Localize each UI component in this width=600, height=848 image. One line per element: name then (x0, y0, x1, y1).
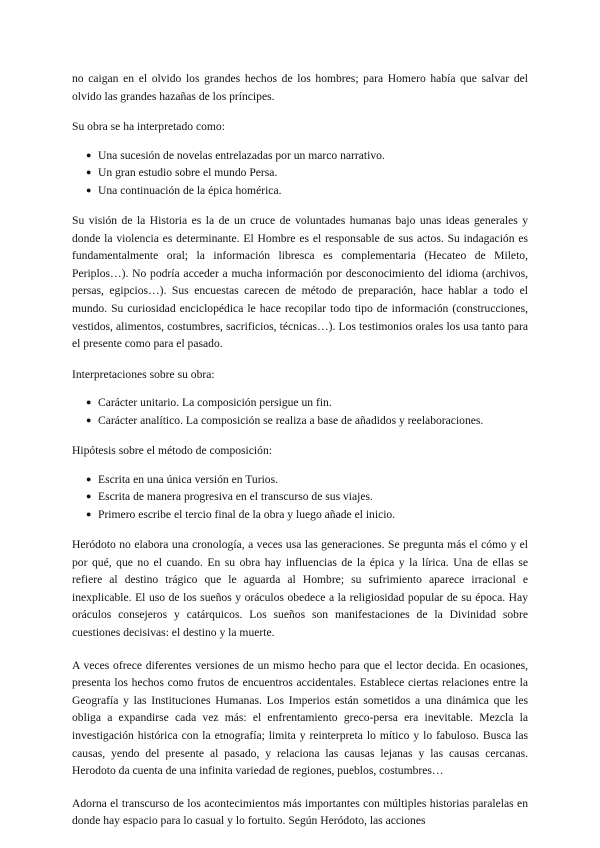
list-item: ● Primero escribe el tercio final de la obra y luego añade el inicio. (72, 506, 528, 523)
bullet-icon: ● (86, 491, 92, 502)
paragraph-hypothesis-heading: Hipótesis sobre el método de composición: (72, 444, 272, 458)
document-page (72, 70, 528, 843)
bullet-icon: ● (86, 149, 92, 160)
paragraph-interpretation-heading: Su obra se ha interpretado como: (72, 120, 225, 134)
bullet-icon: ● (86, 184, 92, 195)
paragraph-vision: Su visión de la Historia es la de un cruce de voluntades humanas bajo unas ideas generales y donde la violencia es determinante. El Hombre es el responsable de sus actos. Su indagación es fundamentalmente oral; la información libresca es complementaria (Hecateo de Mileto, Periplos…). No podría acceder a mucha información por desconocimiento del idioma (archivos, persas, egipcios…). Sus encuestas carecen de método de preparación, hace hablar a todo el mundo. Su curiosidad enciclopédica le hace recopilar todo tipo de información (construcciones, vestidos, alimentos, costumbres, sacrificios, técnicas…). Los testimonios orales los usa tanto para el presente como para el pasado. (72, 214, 528, 351)
list-item: ● Una continuación de la épica homérica. (72, 182, 528, 199)
list-item: ● Una sucesión de novelas entrelazadas por un marco narrativo. (72, 147, 528, 164)
list-item: ● Escrita en una única versión en Turios. (72, 471, 528, 488)
list-item: ● Carácter unitario. La composición persigue un fin. (72, 394, 528, 411)
paragraph-versions: A veces ofrece diferentes versiones de un mismo hecho para que el lector decida. En ocasiones, presenta los hechos como frutos de encuentros accidentales. Establece ciertas relaciones entre la Geografía y las Instituciones Humanas. Los Imperios están sometidos a una dinámica que les obliga a expandirse cada vez más: el enfrentamiento greco-persa era inevitable. Mezcla la investigación histórica con la etnografía; limita y reinterpreta lo mítico y lo fabuloso. Busca las causas, yendo del presente al pasado, y relaciona las causas lejanas y las causas cercanas. Herodoto da cuenta de una infinita variedad de regiones, pueblos, costumbres… (72, 658, 528, 778)
list-item: ● Carácter analítico. La composición se realiza a base de añadidos y reelaboraciones. (72, 412, 528, 429)
paragraph-interpretations-heading: Interpretaciones sobre su obra: (72, 367, 215, 381)
hypothesis-list (72, 471, 528, 523)
bullet-icon: ● (86, 508, 92, 519)
list-item: ● Un gran estudio sobre el mundo Persa. (72, 164, 528, 181)
bullet-icon: ● (86, 414, 92, 425)
paragraph-intro: no caigan en el olvido los grandes hechos de los hombres; para Homero había que salvar del olvido las grandes hazañas de los príncipes. (72, 72, 528, 103)
paragraph-chronology: Heródoto no elabora una cronología, a veces usa las generaciones. Se pregunta más el cómo y el por qué, que no el cuando. En su obra hay influencias de la épica y la lírica. Una de ellas se refiere al destino trágico que le aguarda al Hombre; su sufrimiento aparece irracional e inexplicable. El uso de los sueños y oráculos obedece a la religiosidad popular de su época. Hay oráculos consejeros y catárquicos. Los sueños son manifestaciones de la Divinidad sobre cuestiones decisivas: el destino y la muerte. (72, 537, 528, 639)
interpretations-list (72, 394, 528, 429)
paragraph-events: Adorna el transcurso de los acontecimientos más importantes con múltiples historias paralelas en donde hay espacio para lo casual y lo fortuito. Según Heródoto, las acciones (72, 796, 528, 828)
bullet-icon: ● (86, 167, 92, 178)
list-item: ● Escrita de manera progresiva en el transcurso de sus viajes. (72, 488, 528, 505)
interpretation-list (72, 147, 528, 199)
bullet-icon: ● (86, 397, 92, 408)
bullet-icon: ● (86, 473, 92, 484)
